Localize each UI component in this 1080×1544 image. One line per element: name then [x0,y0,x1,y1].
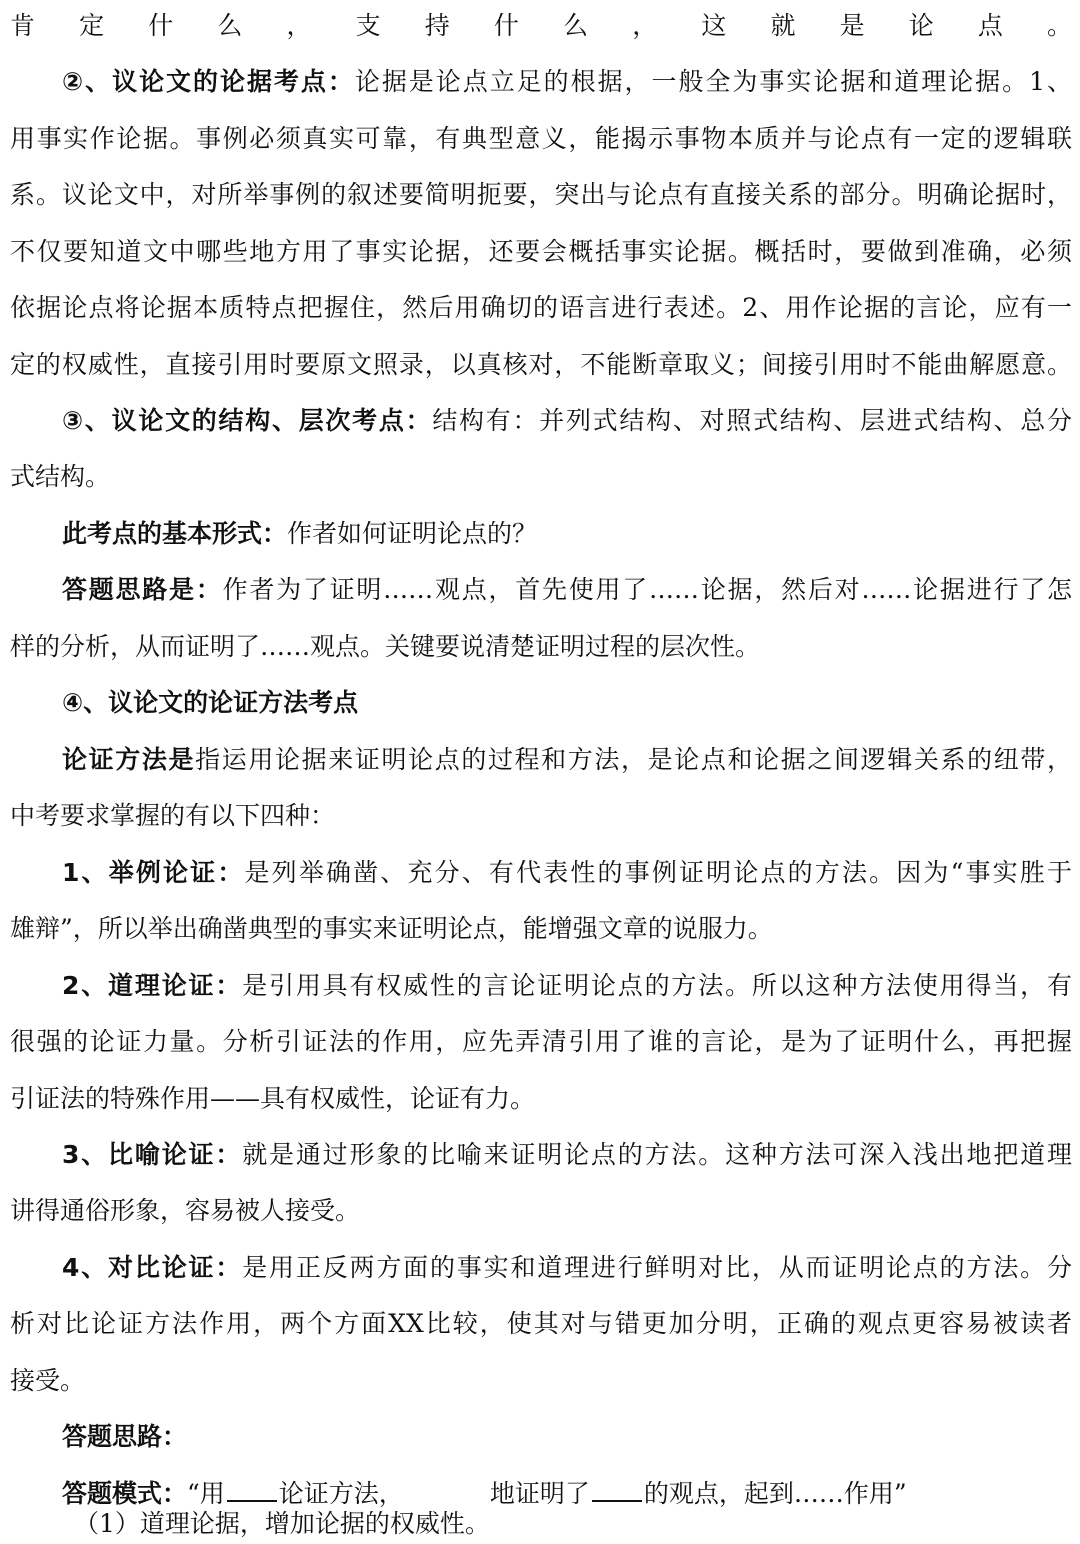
bold-heading: 3、比喻论证： [62,1140,243,1169]
text-line: ②、议论文的论据考点：论据是论点立足的根据，一般全为事实论据和道理论据。1、 [62,67,1072,96]
bold-heading: ②、议论文的论据考点： [62,67,355,96]
bold-heading: 1、举例论证： [62,858,245,887]
text-line: 析对比论证方法作用，两个方面XX比较，使其对与错更加分明，正确的观点更容易被读者 [10,1309,1072,1338]
bold-heading: ④、议论文的论证方法考点 [62,688,359,717]
text-line: 样的分析，从而证明了……观点。关键要说清楚证明过程的层次性。 [10,632,761,661]
text-line: 1、举例论证：是列举确凿、充分、有代表性的事例证明论点的方法。因为“事实胜于 [62,858,1072,887]
text-line: ③、议论文的结构、层次考点：结构有：并列式结构、对照式结构、层进式结构、总分 [62,406,1072,435]
bold-heading: 论证方法是 [62,745,196,774]
text-line [62,683,1072,723]
text-line: 很强的论证力量。分析引证法的作用，应先弄清引用了谁的言论，是为了证明什么，再把握 [10,1027,1072,1056]
text-line: 中考要求掌握的有以下四种： [10,801,336,830]
text-line: 接受。 [10,1366,86,1395]
bold-heading: 2、道理论证： [62,971,243,1000]
text-line: 用事实作论据。事例必须真实可靠，有典型意义，能揭示事物本质并与论点有一定的逻辑联 [10,124,1072,153]
bold-heading: ③、议论文的结构、层次考点： [62,406,433,435]
text-line: 式结构。 [10,462,111,491]
text-line: 不仅要知道文中哪些地方用了事实论据，还要会概括事实论据。概括时，要做到准确，必须 [10,237,1072,266]
text-line: 论证方法是指运用论据来证明论点的过程和方法，是论点和论据之间逻辑关系的纽带， [62,745,1072,774]
answer-model-line: 答题模式：“用 论证方法， 地证明了 的观点，起到……作用” [62,1474,1072,1514]
text-line: 肯定什么，支持什么，这就是论点。 [10,11,1072,40]
text-line: 讲得通俗形象，容易被人接受。 [10,1196,361,1225]
text-line: 此考点的基本形式：作者如何证明论点的？ [62,519,538,548]
text-line: 雄辩”，所以举出确凿典型的事实来证明论点，能增强文章的说服力。 [10,914,773,943]
text-line: 4、对比论证：是用正反两方面的事实和道理进行鲜明对比，从而证明论点的方法。分 [62,1253,1072,1282]
text-line: 2、道理论证：是引用具有权威性的言论证明论点的方法。所以这种方法使用得当，有 [62,971,1072,1000]
text-line: 定的权威性，直接引用时要原文照录，以真核对，不能断章取义；间接引用时不能曲解愿意。 [10,350,1072,379]
text-line: 3、比喻论证：就是通过形象的比喻来证明论点的方法。这种方法可深入浅出地把道理 [62,1140,1072,1169]
fill-blank [227,1476,277,1502]
list-item: （1）道理论据，增加论据的权威性。 [74,1509,490,1538]
text-line: 引证法的特殊作用——具有权威性，论证有力。 [10,1084,536,1113]
text-line: 系。议论文中，对所举事例的叙述要简明扼要，突出与论点有直接关系的部分。明确论据时， [10,180,1072,209]
fill-blank [592,1476,642,1502]
bold-heading: 答题思路是： [62,575,223,604]
bold-heading: 答题模式： [62,1479,188,1508]
text-line: 答题思路是：作者为了证明……观点，首先使用了……论据，然后对……论据进行了怎 [62,575,1072,604]
bold-heading: 4、对比论证： [62,1253,243,1282]
bold-heading: 此考点的基本形式： [62,519,288,548]
bold-heading: 答题思路： [62,1422,188,1451]
text-line [62,1417,1072,1457]
text-line: 依据论点将论据本质特点把握住，然后用确切的语言进行表述。2、用作论据的言论，应有一 [10,293,1072,322]
